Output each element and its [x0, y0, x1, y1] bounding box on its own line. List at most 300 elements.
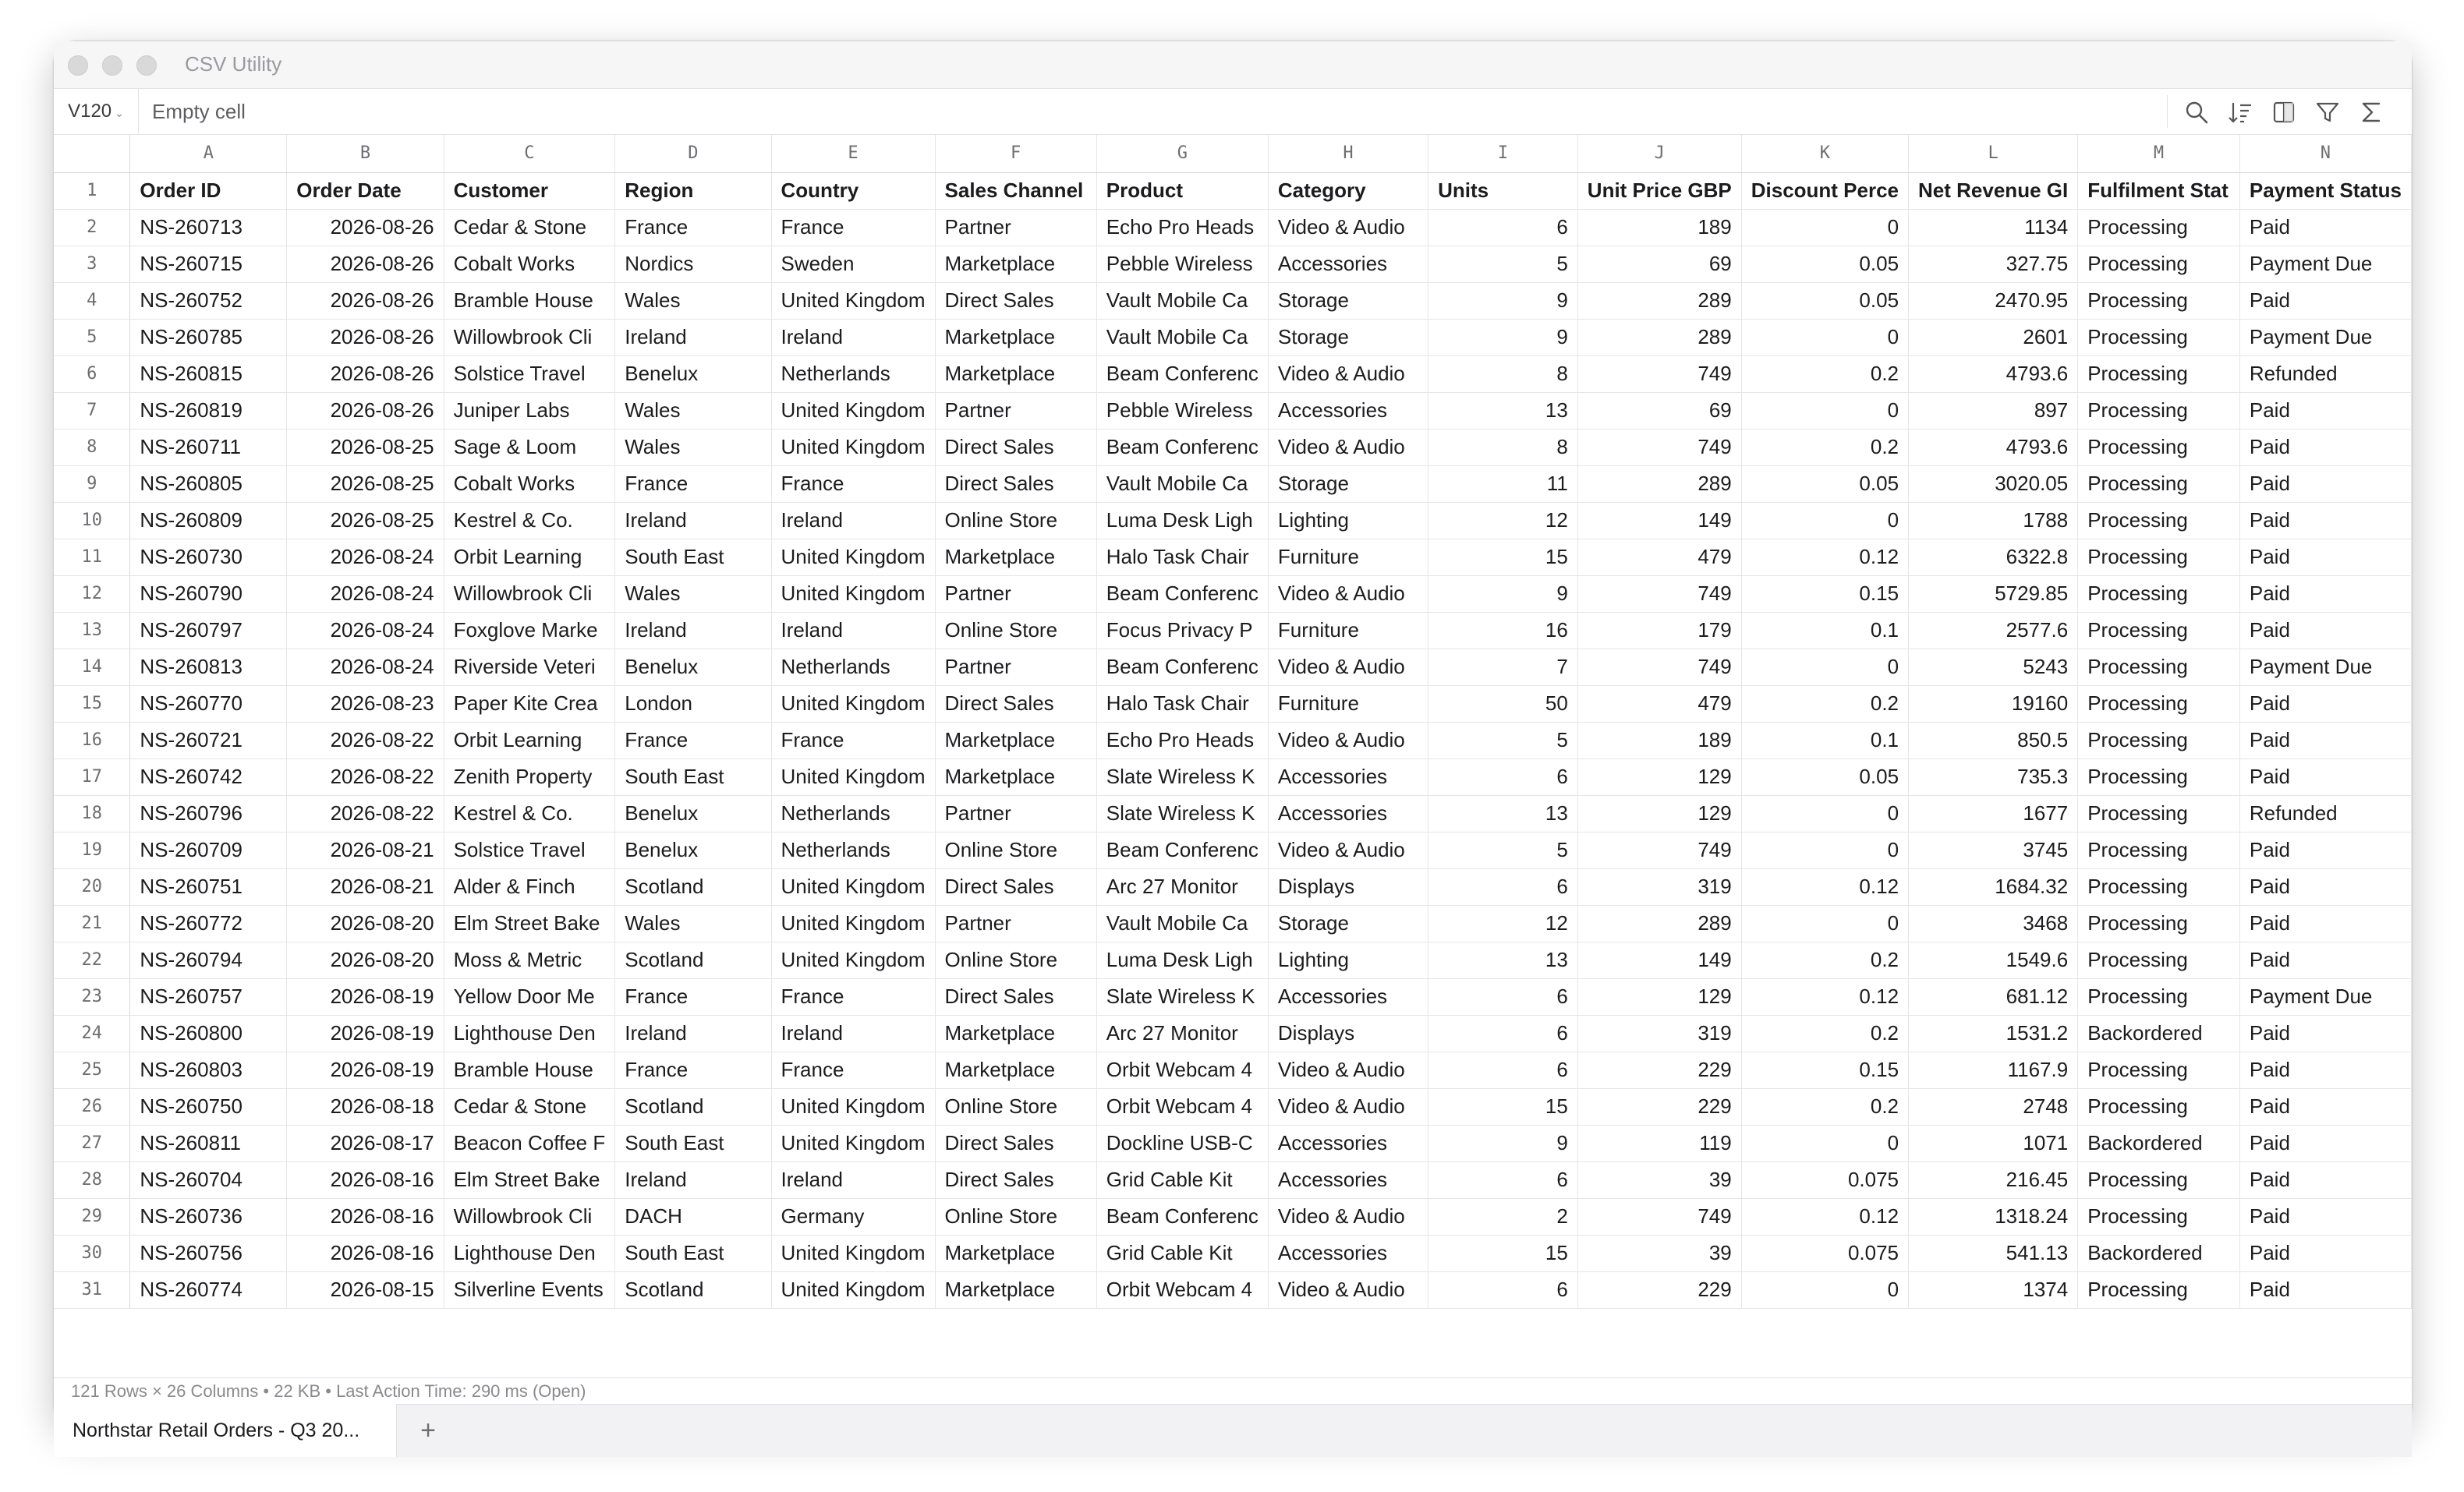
table-cell[interactable]: Wales	[615, 429, 771, 465]
table-cell[interactable]: Germany	[771, 1198, 935, 1235]
table-cell[interactable]: 2026-08-22	[287, 795, 444, 832]
table-cell[interactable]: Netherlands	[771, 355, 935, 392]
table-cell[interactable]: 39	[1577, 1161, 1741, 1198]
table-cell[interactable]: 1531.2	[1909, 1015, 2078, 1052]
table-cell[interactable]: 2026-08-21	[287, 832, 444, 868]
table-cell[interactable]: Video & Audio	[1268, 575, 1428, 612]
table-cell[interactable]: United Kingdom	[771, 575, 935, 612]
table-cell[interactable]: 15	[1428, 1235, 1578, 1271]
table-cell[interactable]: NS-260809	[130, 502, 287, 539]
table-cell[interactable]: 850.5	[1909, 722, 2078, 758]
table-cell[interactable]: 9	[1428, 282, 1578, 319]
table-cell[interactable]: 0	[1741, 502, 1908, 539]
table-cell[interactable]: 0.2	[1741, 942, 1908, 978]
table-cell[interactable]: Partner	[935, 392, 1096, 429]
table-cell[interactable]: Paid	[2239, 209, 2411, 246]
table-cell[interactable]: Marketplace	[935, 539, 1096, 575]
table-cell[interactable]: 2026-08-25	[287, 502, 444, 539]
table-cell[interactable]: Partner	[935, 795, 1096, 832]
table-cell[interactable]: Refunded	[2239, 795, 2411, 832]
table-cell[interactable]: 0	[1741, 1271, 1908, 1308]
table-cell[interactable]: United Kingdom	[771, 1125, 935, 1161]
table-cell[interactable]: Solstice Travel	[444, 832, 615, 868]
column-title-cell[interactable]: Order ID	[130, 172, 287, 209]
table-cell[interactable]: 0.12	[1741, 868, 1908, 905]
table-cell[interactable]: Paid	[2239, 758, 2411, 795]
table-cell[interactable]: 0.05	[1741, 246, 1908, 282]
table-cell[interactable]: 216.45	[1909, 1161, 2078, 1198]
table-cell[interactable]: 2026-08-26	[287, 319, 444, 355]
table-cell[interactable]: 289	[1577, 319, 1741, 355]
table-cell[interactable]: United Kingdom	[771, 942, 935, 978]
table-cell[interactable]: 229	[1577, 1052, 1741, 1088]
table-cell[interactable]: Zenith Property	[444, 758, 615, 795]
table-cell[interactable]: Direct Sales	[935, 429, 1096, 465]
sum-icon[interactable]	[2357, 98, 2385, 126]
table-cell[interactable]: Video & Audio	[1268, 429, 1428, 465]
table-cell[interactable]: South East	[615, 758, 771, 795]
table-cell[interactable]: 16	[1428, 612, 1578, 649]
column-header-c[interactable]: C	[444, 135, 615, 172]
table-cell[interactable]: Paid	[2239, 722, 2411, 758]
table-cell[interactable]: 2026-08-17	[287, 1125, 444, 1161]
table-cell[interactable]: 0.12	[1741, 539, 1908, 575]
table-cell[interactable]: NS-260797	[130, 612, 287, 649]
table-cell[interactable]: Luma Desk Ligh	[1096, 502, 1268, 539]
table-cell[interactable]: Beacon Coffee F	[444, 1125, 615, 1161]
table-cell[interactable]: 39	[1577, 1235, 1741, 1271]
table-cell[interactable]: 2026-08-16	[287, 1235, 444, 1271]
table-cell[interactable]: 2026-08-22	[287, 722, 444, 758]
table-cell[interactable]: Online Store	[935, 942, 1096, 978]
table-cell[interactable]: Slate Wireless K	[1096, 758, 1268, 795]
table-cell[interactable]: Payment Due	[2239, 246, 2411, 282]
table-cell[interactable]: United Kingdom	[771, 429, 935, 465]
table-cell[interactable]: 189	[1577, 722, 1741, 758]
table-cell[interactable]: 2026-08-25	[287, 429, 444, 465]
row-number[interactable]: 26	[54, 1088, 130, 1125]
table-cell[interactable]: Processing	[2078, 1198, 2240, 1235]
table-cell[interactable]: Willowbrook Cli	[444, 319, 615, 355]
table-cell[interactable]: Paid	[2239, 1271, 2411, 1308]
table-cell[interactable]: Willowbrook Cli	[444, 1198, 615, 1235]
table-cell[interactable]: Accessories	[1268, 392, 1428, 429]
table-cell[interactable]: Processing	[2078, 942, 2240, 978]
table-cell[interactable]: Processing	[2078, 758, 2240, 795]
table-cell[interactable]: Kestrel & Co.	[444, 795, 615, 832]
row-number[interactable]: 13	[54, 612, 130, 649]
table-cell[interactable]: NS-260774	[130, 1271, 287, 1308]
table-cell[interactable]: Paid	[2239, 429, 2411, 465]
table-cell[interactable]: Processing	[2078, 502, 2240, 539]
column-title-cell[interactable]: Region	[615, 172, 771, 209]
table-cell[interactable]: 129	[1577, 758, 1741, 795]
table-cell[interactable]: Video & Audio	[1268, 722, 1428, 758]
row-number[interactable]: 22	[54, 942, 130, 978]
table-cell[interactable]: 5	[1428, 722, 1578, 758]
row-number[interactable]: 9	[54, 465, 130, 502]
table-cell[interactable]: Wales	[615, 392, 771, 429]
table-cell[interactable]: 0.2	[1741, 429, 1908, 465]
table-cell[interactable]: Partner	[935, 209, 1096, 246]
table-cell[interactable]: Vault Mobile Ca	[1096, 319, 1268, 355]
table-cell[interactable]: NS-260770	[130, 685, 287, 722]
table-cell[interactable]: Vault Mobile Ca	[1096, 465, 1268, 502]
table-cell[interactable]: 6	[1428, 1161, 1578, 1198]
table-cell[interactable]: Backordered	[2078, 1015, 2240, 1052]
table-cell[interactable]: Paid	[2239, 868, 2411, 905]
table-cell[interactable]: Ireland	[615, 1015, 771, 1052]
table-cell[interactable]: 9	[1428, 1125, 1578, 1161]
table-cell[interactable]: 1684.32	[1909, 868, 2078, 905]
table-cell[interactable]: Processing	[2078, 246, 2240, 282]
table-cell[interactable]: 2	[1428, 1198, 1578, 1235]
table-cell[interactable]: Solstice Travel	[444, 355, 615, 392]
table-cell[interactable]: Slate Wireless K	[1096, 795, 1268, 832]
table-cell[interactable]: 15	[1428, 539, 1578, 575]
table-cell[interactable]: Luma Desk Ligh	[1096, 942, 1268, 978]
table-cell[interactable]: 0	[1741, 795, 1908, 832]
table-cell[interactable]: 5729.85	[1909, 575, 2078, 612]
table-cell[interactable]: France	[615, 209, 771, 246]
column-header-k[interactable]: K	[1741, 135, 1908, 172]
table-cell[interactable]: NS-260790	[130, 575, 287, 612]
table-cell[interactable]: Video & Audio	[1268, 649, 1428, 685]
table-cell[interactable]: United Kingdom	[771, 905, 935, 942]
table-cell[interactable]: 0	[1741, 649, 1908, 685]
table-cell[interactable]: 0.075	[1741, 1161, 1908, 1198]
table-cell[interactable]: Cedar & Stone	[444, 1088, 615, 1125]
column-title-cell[interactable]: Fulfilment Stat	[2078, 172, 2240, 209]
table-cell[interactable]: Dockline USB-C	[1096, 1125, 1268, 1161]
column-header-a[interactable]: A	[130, 135, 287, 172]
table-cell[interactable]: Paid	[2239, 1161, 2411, 1198]
table-cell[interactable]: 15	[1428, 1088, 1578, 1125]
table-cell[interactable]: NS-260796	[130, 795, 287, 832]
column-title-cell[interactable]: Discount Perce	[1741, 172, 1908, 209]
table-cell[interactable]: South East	[615, 1235, 771, 1271]
table-cell[interactable]: Partner	[935, 905, 1096, 942]
search-icon[interactable]	[2183, 98, 2211, 126]
table-cell[interactable]: Processing	[2078, 978, 2240, 1015]
table-cell[interactable]: Ireland	[771, 319, 935, 355]
table-cell[interactable]: 1071	[1909, 1125, 2078, 1161]
table-cell[interactable]: Processing	[2078, 539, 2240, 575]
table-cell[interactable]: Echo Pro Heads	[1096, 722, 1268, 758]
table-cell[interactable]: Orbit Webcam 4	[1096, 1088, 1268, 1125]
table-cell[interactable]: Cobalt Works	[444, 465, 615, 502]
minimize-window-button[interactable]	[102, 55, 122, 76]
table-cell[interactable]: NS-260819	[130, 392, 287, 429]
table-cell[interactable]: 2026-08-15	[287, 1271, 444, 1308]
table-cell[interactable]: United Kingdom	[771, 758, 935, 795]
table-cell[interactable]: 1677	[1909, 795, 2078, 832]
table-cell[interactable]: France	[771, 209, 935, 246]
table-cell[interactable]: Online Store	[935, 612, 1096, 649]
table-cell[interactable]: 2026-08-24	[287, 575, 444, 612]
table-cell[interactable]: 4793.6	[1909, 355, 2078, 392]
table-cell[interactable]: 7	[1428, 649, 1578, 685]
column-title-cell[interactable]: Order Date	[287, 172, 444, 209]
table-cell[interactable]: 2601	[1909, 319, 2078, 355]
table-cell[interactable]: Displays	[1268, 868, 1428, 905]
table-cell[interactable]: Scotland	[615, 1271, 771, 1308]
table-cell[interactable]: 2026-08-22	[287, 758, 444, 795]
row-number[interactable]: 21	[54, 905, 130, 942]
table-cell[interactable]: 6	[1428, 1052, 1578, 1088]
table-cell[interactable]: Payment Due	[2239, 649, 2411, 685]
table-cell[interactable]: Storage	[1268, 905, 1428, 942]
table-cell[interactable]: Processing	[2078, 1271, 2240, 1308]
table-cell[interactable]: 229	[1577, 1088, 1741, 1125]
table-cell[interactable]: 8	[1428, 355, 1578, 392]
table-cell[interactable]: France	[615, 978, 771, 1015]
table-cell[interactable]: 6322.8	[1909, 539, 2078, 575]
row-number[interactable]: 19	[54, 832, 130, 868]
table-cell[interactable]: Processing	[2078, 685, 2240, 722]
table-cell[interactable]: 149	[1577, 502, 1741, 539]
table-cell[interactable]: 6	[1428, 758, 1578, 795]
table-cell[interactable]: Nordics	[615, 246, 771, 282]
table-cell[interactable]: 6	[1428, 1271, 1578, 1308]
row-number[interactable]: 24	[54, 1015, 130, 1052]
table-cell[interactable]: Payment Due	[2239, 978, 2411, 1015]
table-cell[interactable]: Processing	[2078, 319, 2240, 355]
table-cell[interactable]: 1318.24	[1909, 1198, 2078, 1235]
table-cell[interactable]: 749	[1577, 649, 1741, 685]
table-cell[interactable]: 2026-08-16	[287, 1161, 444, 1198]
row-number[interactable]: 14	[54, 649, 130, 685]
row-number[interactable]: 29	[54, 1198, 130, 1235]
sheet-tab-active[interactable]: Northstar Retail Orders - Q3 20...	[54, 1404, 397, 1457]
row-number[interactable]: 11	[54, 539, 130, 575]
table-cell[interactable]: NS-260752	[130, 282, 287, 319]
table-cell[interactable]: 1374	[1909, 1271, 2078, 1308]
table-cell[interactable]: South East	[615, 1125, 771, 1161]
table-cell[interactable]: Processing	[2078, 832, 2240, 868]
table-cell[interactable]: Scotland	[615, 868, 771, 905]
table-cell[interactable]: NS-260800	[130, 1015, 287, 1052]
table-cell[interactable]: Scotland	[615, 942, 771, 978]
table-cell[interactable]: 749	[1577, 832, 1741, 868]
table-cell[interactable]: Silverline Events	[444, 1271, 615, 1308]
table-cell[interactable]: 749	[1577, 355, 1741, 392]
table-cell[interactable]: Online Store	[935, 502, 1096, 539]
table-cell[interactable]: Processing	[2078, 282, 2240, 319]
table-cell[interactable]: Furniture	[1268, 612, 1428, 649]
table-cell[interactable]: 0.05	[1741, 282, 1908, 319]
table-cell[interactable]: 0.2	[1741, 355, 1908, 392]
table-cell[interactable]: Willowbrook Cli	[444, 575, 615, 612]
table-cell[interactable]: Alder & Finch	[444, 868, 615, 905]
table-cell[interactable]: 0	[1741, 392, 1908, 429]
table-cell[interactable]: 5243	[1909, 649, 2078, 685]
table-cell[interactable]: Processing	[2078, 575, 2240, 612]
table-cell[interactable]: Processing	[2078, 465, 2240, 502]
table-cell[interactable]: Paid	[2239, 1198, 2411, 1235]
table-cell[interactable]: 2026-08-21	[287, 868, 444, 905]
table-cell[interactable]: 1167.9	[1909, 1052, 2078, 1088]
table-cell[interactable]: 3468	[1909, 905, 2078, 942]
row-number[interactable]: 10	[54, 502, 130, 539]
table-cell[interactable]: Processing	[2078, 795, 2240, 832]
row-number[interactable]: 16	[54, 722, 130, 758]
row-number[interactable]: 30	[54, 1235, 130, 1271]
table-cell[interactable]: Beam Conferenc	[1096, 1198, 1268, 1235]
table-cell[interactable]: Processing	[2078, 429, 2240, 465]
table-cell[interactable]: Paid	[2239, 502, 2411, 539]
table-cell[interactable]: 2026-08-24	[287, 649, 444, 685]
table-cell[interactable]: 0	[1741, 319, 1908, 355]
table-cell[interactable]: NS-260715	[130, 246, 287, 282]
table-cell[interactable]: 0.2	[1741, 1088, 1908, 1125]
table-cell[interactable]: Ireland	[771, 1015, 935, 1052]
table-cell[interactable]: Arc 27 Monitor	[1096, 1015, 1268, 1052]
table-cell[interactable]: Direct Sales	[935, 1161, 1096, 1198]
table-cell[interactable]: Vault Mobile Ca	[1096, 282, 1268, 319]
table-cell[interactable]: NS-260785	[130, 319, 287, 355]
table-cell[interactable]: NS-260713	[130, 209, 287, 246]
table-cell[interactable]: 2026-08-26	[287, 392, 444, 429]
row-number[interactable]: 7	[54, 392, 130, 429]
table-cell[interactable]: Partner	[935, 649, 1096, 685]
row-number[interactable]: 25	[54, 1052, 130, 1088]
table-cell[interactable]: 9	[1428, 575, 1578, 612]
table-cell[interactable]: 2026-08-24	[287, 612, 444, 649]
row-number[interactable]: 6	[54, 355, 130, 392]
table-cell[interactable]: Paid	[2239, 465, 2411, 502]
table-cell[interactable]: Storage	[1268, 319, 1428, 355]
row-number[interactable]: 2	[54, 209, 130, 246]
table-cell[interactable]: 229	[1577, 1271, 1741, 1308]
table-cell[interactable]: 129	[1577, 978, 1741, 1015]
table-cell[interactable]: Kestrel & Co.	[444, 502, 615, 539]
table-cell[interactable]: Processing	[2078, 1088, 2240, 1125]
row-number[interactable]: 20	[54, 868, 130, 905]
table-cell[interactable]: Direct Sales	[935, 868, 1096, 905]
table-cell[interactable]: United Kingdom	[771, 1271, 935, 1308]
table-cell[interactable]: Video & Audio	[1268, 1088, 1428, 1125]
table-cell[interactable]: 2026-08-18	[287, 1088, 444, 1125]
table-cell[interactable]: Orbit Learning	[444, 539, 615, 575]
table-cell[interactable]: Benelux	[615, 795, 771, 832]
table-cell[interactable]: Netherlands	[771, 649, 935, 685]
row-number[interactable]: 15	[54, 685, 130, 722]
table-cell[interactable]: 0.1	[1741, 612, 1908, 649]
table-cell[interactable]: 1549.6	[1909, 942, 2078, 978]
table-cell[interactable]: NS-260742	[130, 758, 287, 795]
table-cell[interactable]: France	[771, 465, 935, 502]
table-cell[interactable]: Beam Conferenc	[1096, 575, 1268, 612]
table-cell[interactable]: NS-260794	[130, 942, 287, 978]
table-cell[interactable]: Grid Cable Kit	[1096, 1235, 1268, 1271]
table-cell[interactable]: Paid	[2239, 832, 2411, 868]
column-header-d[interactable]: D	[615, 135, 771, 172]
table-cell[interactable]: 319	[1577, 868, 1741, 905]
table-cell[interactable]: 6	[1428, 978, 1578, 1015]
column-title-cell[interactable]: Product	[1096, 172, 1268, 209]
row-number[interactable]: 18	[54, 795, 130, 832]
table-cell[interactable]: 5	[1428, 246, 1578, 282]
table-cell[interactable]: Direct Sales	[935, 465, 1096, 502]
table-cell[interactable]: 149	[1577, 942, 1741, 978]
column-header-m[interactable]: M	[2078, 135, 2240, 172]
select-all-corner[interactable]	[54, 135, 130, 172]
row-number[interactable]: 12	[54, 575, 130, 612]
table-cell[interactable]: Paid	[2239, 1052, 2411, 1088]
table-cell[interactable]: France	[615, 465, 771, 502]
table-cell[interactable]: 289	[1577, 905, 1741, 942]
table-cell[interactable]: France	[615, 1052, 771, 1088]
table-cell[interactable]: Sweden	[771, 246, 935, 282]
table-cell[interactable]: 9	[1428, 319, 1578, 355]
table-cell[interactable]: Foxglove Marke	[444, 612, 615, 649]
table-cell[interactable]: 19160	[1909, 685, 2078, 722]
table-cell[interactable]: 2026-08-20	[287, 942, 444, 978]
table-cell[interactable]: Benelux	[615, 649, 771, 685]
table-cell[interactable]: Riverside Veteri	[444, 649, 615, 685]
table-cell[interactable]: NS-260736	[130, 1198, 287, 1235]
table-cell[interactable]: Orbit Webcam 4	[1096, 1271, 1268, 1308]
table-cell[interactable]: Storage	[1268, 465, 1428, 502]
column-header-b[interactable]: B	[287, 135, 444, 172]
table-cell[interactable]: 129	[1577, 795, 1741, 832]
table-cell[interactable]: Video & Audio	[1268, 209, 1428, 246]
table-cell[interactable]: Processing	[2078, 209, 2240, 246]
table-cell[interactable]: Focus Privacy P	[1096, 612, 1268, 649]
add-sheet-button[interactable]: +	[420, 1416, 436, 1445]
table-cell[interactable]: 735.3	[1909, 758, 2078, 795]
table-cell[interactable]: Slate Wireless K	[1096, 978, 1268, 1015]
table-cell[interactable]: NS-260756	[130, 1235, 287, 1271]
table-cell[interactable]: Netherlands	[771, 795, 935, 832]
table-cell[interactable]: Sage & Loom	[444, 429, 615, 465]
table-cell[interactable]: Direct Sales	[935, 282, 1096, 319]
table-cell[interactable]: Elm Street Bake	[444, 1161, 615, 1198]
table-cell[interactable]: Marketplace	[935, 722, 1096, 758]
table-cell[interactable]: United Kingdom	[771, 868, 935, 905]
table-cell[interactable]: Vault Mobile Ca	[1096, 905, 1268, 942]
table-cell[interactable]: 1788	[1909, 502, 2078, 539]
table-cell[interactable]: Benelux	[615, 832, 771, 868]
table-cell[interactable]: 289	[1577, 465, 1741, 502]
formula-input[interactable]: Empty cell	[152, 100, 246, 123]
table-cell[interactable]: 681.12	[1909, 978, 2078, 1015]
table-cell[interactable]: Processing	[2078, 905, 2240, 942]
table-cell[interactable]: Marketplace	[935, 1052, 1096, 1088]
table-cell[interactable]: Paid	[2239, 1235, 2411, 1271]
table-cell[interactable]: Marketplace	[935, 1271, 1096, 1308]
table-cell[interactable]: Marketplace	[935, 246, 1096, 282]
table-cell[interactable]: Online Store	[935, 1198, 1096, 1235]
column-header-l[interactable]: L	[1909, 135, 2078, 172]
table-cell[interactable]: Bramble House	[444, 1052, 615, 1088]
table-cell[interactable]: Video & Audio	[1268, 1198, 1428, 1235]
table-cell[interactable]: Paid	[2239, 1125, 2411, 1161]
table-cell[interactable]: 179	[1577, 612, 1741, 649]
table-cell[interactable]: 5	[1428, 832, 1578, 868]
table-cell[interactable]: France	[771, 1052, 935, 1088]
table-cell[interactable]: 327.75	[1909, 246, 2078, 282]
zoom-window-button[interactable]	[136, 55, 157, 76]
table-cell[interactable]: Paid	[2239, 612, 2411, 649]
table-cell[interactable]: Beam Conferenc	[1096, 649, 1268, 685]
table-cell[interactable]: 69	[1577, 246, 1741, 282]
table-cell[interactable]: 2026-08-25	[287, 465, 444, 502]
table-cell[interactable]: Processing	[2078, 868, 2240, 905]
table-cell[interactable]: Processing	[2078, 649, 2240, 685]
row-number[interactable]: 1	[54, 172, 130, 209]
